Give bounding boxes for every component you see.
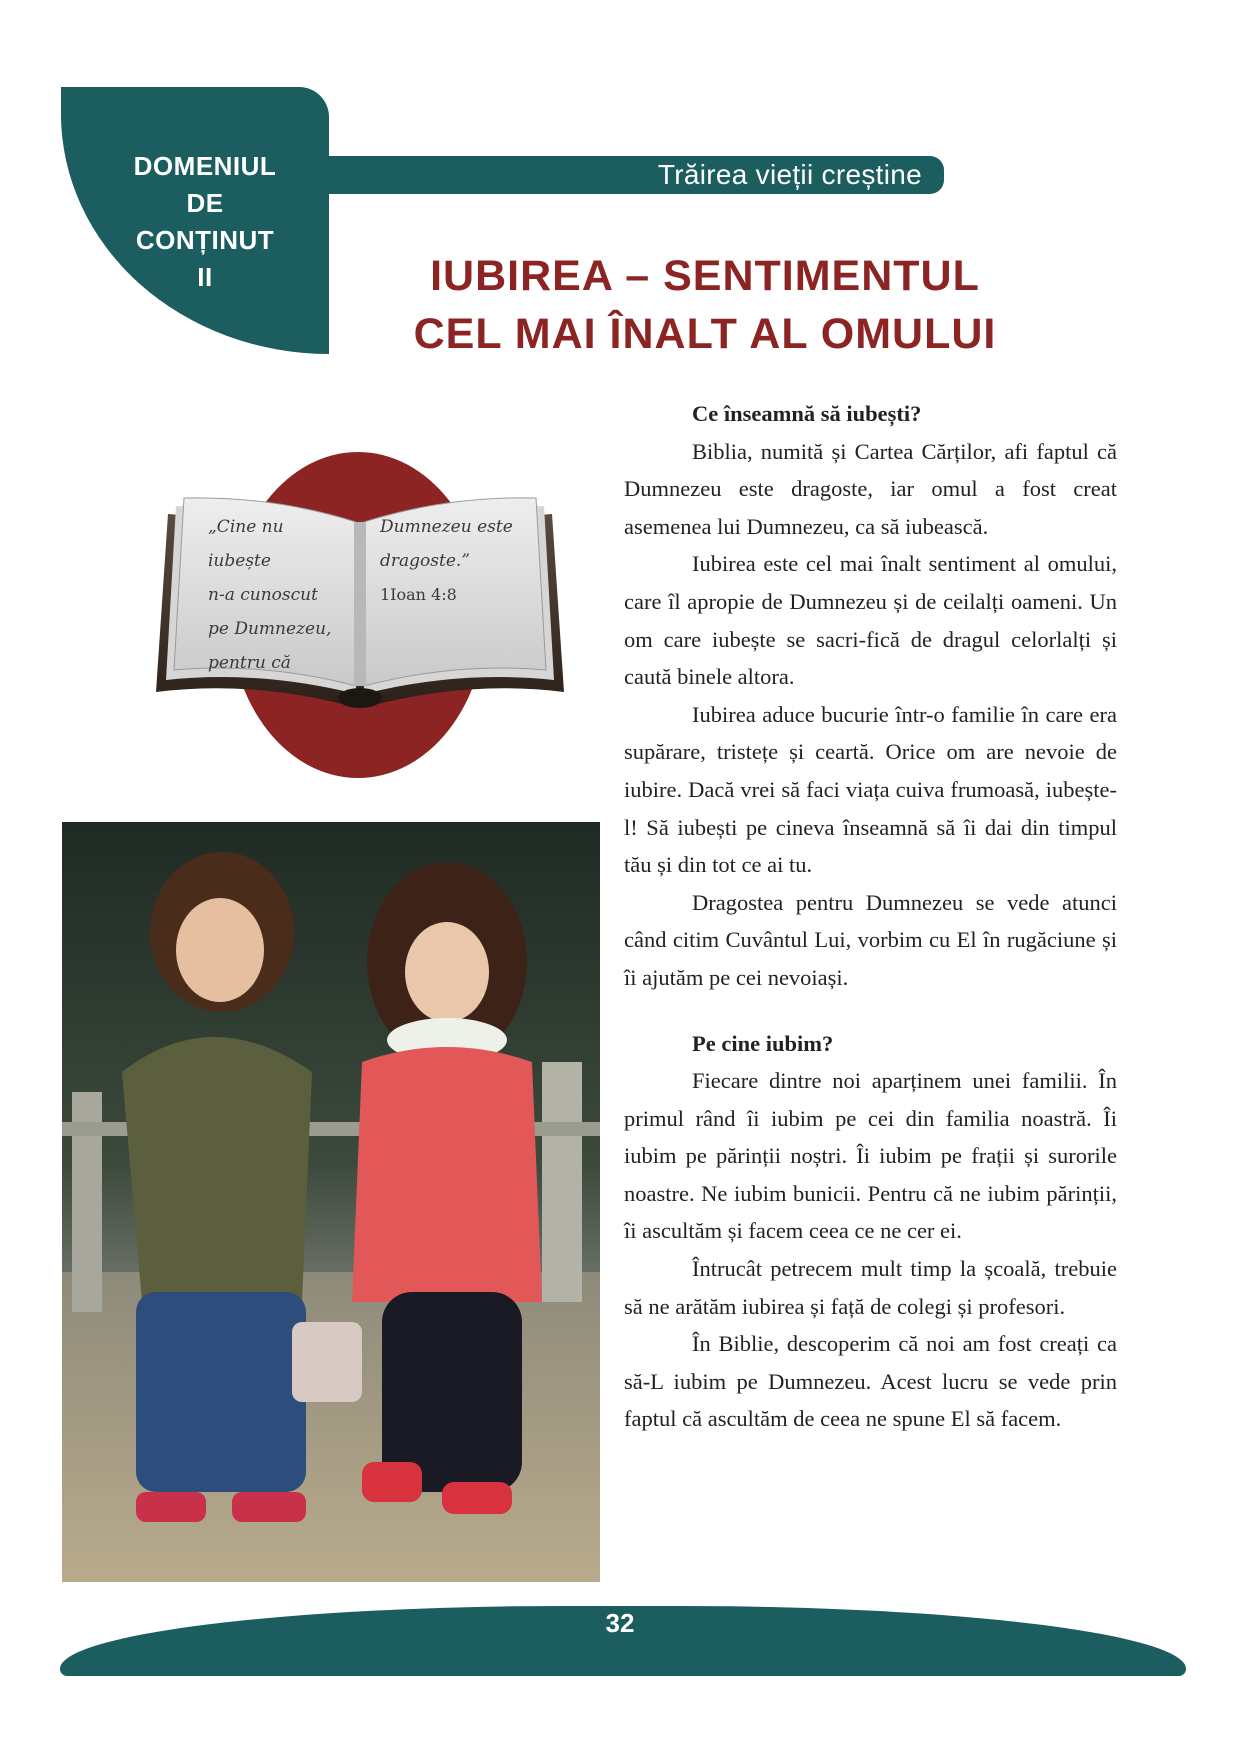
page-title [380, 247, 1030, 363]
domain-label-line: DE [186, 188, 224, 218]
section-heading: Ce înseamnă să iubești? [692, 401, 922, 426]
main-text-column [624, 395, 1117, 1438]
domain-label-line: CONȚINUT [135, 225, 275, 255]
quote-line: dragoste.” [380, 551, 470, 571]
paragraph: Întrucât petrecem mult timp la școală, trebuie să ne arătăm iubirea și față de colegi și profesori. [624, 1256, 1117, 1319]
quote-line: Dumnezeu este [380, 517, 513, 537]
children-photo-illustration [62, 822, 600, 1582]
section-heading: Pe cine iubim? [692, 1030, 834, 1056]
quote-line: pentru că [208, 653, 291, 673]
paragraph: În Biblie, descoperim că noi am fost creați ca să-L iubim pe Dumnezeu. Acest lucru se vede prin faptul că ascultăm de ceea ne spune El să facem. [624, 1331, 1117, 1432]
domain-label-line: II [197, 262, 213, 292]
book-quote-left [208, 510, 338, 680]
header-band [300, 156, 944, 194]
paragraph: Iubirea este cel mai înalt sentiment al omului, care îl apropie de Dumnezeu și de ceilalți oameni. Un om care iubește se sacri-fică de dragul celorlalți și caută binele altora. [624, 551, 1117, 690]
domain-label [100, 148, 310, 296]
quote-reference: 1Ioan 4:8 [380, 585, 457, 604]
quote-line: „Cine nu iubește [208, 517, 284, 571]
domain-label-line: DOMENIUL [133, 151, 277, 181]
children-photo [62, 822, 600, 1582]
title-line-1: IUBIREA – SENTIMENTUL [430, 252, 980, 300]
paragraph: Dragostea pentru Dumnezeu se vede atunci când citim Cuvântul Lui, vorbim cu El în rugăciune și îi ajutăm pe cei nevoiași. [624, 889, 1117, 990]
book-quote-right [380, 510, 530, 612]
section-spacer [624, 997, 1117, 1025]
paragraph: Iubirea aduce bucurie într-o familie în care era supărare, tristețe și ceartă. Orice om are nevoie de iubire. Dacă vrei să faci viața cuiva frumoasă, iubește-l! Să iubești pe cineva înseamnă să îi dai din timpul tău și din tot ce ai tu. [624, 701, 1117, 878]
title-line-2: CEL MAI ÎNALT AL OMULUI [413, 310, 997, 358]
quote-line: n-a cunoscut [208, 585, 318, 605]
quote-line: pe Dumnezeu, [208, 619, 332, 639]
book-illustration [140, 452, 580, 778]
paragraph: Biblia, numită și Cartea Cărților, afi faptul că Dumnezeu este dragoste, iar omul a fost creat asemenea lui Dumnezeu, ca să iubească. [624, 438, 1117, 539]
band-text: Trăirea vieții creștine [657, 159, 922, 190]
paragraph: Fiecare dintre noi aparținem unei familii. În primul rând îi iubim pe cei din familia noastră. Îi iubim pe părinții noștri. Îi iubim pe frații și surorile noastre. Ne iubim bunicii. Pentru că ne iubim părinții, îi ascultăm și facem ceea ce ne cer ei. [624, 1068, 1117, 1244]
page-number: 32 [605, 1608, 635, 1638]
